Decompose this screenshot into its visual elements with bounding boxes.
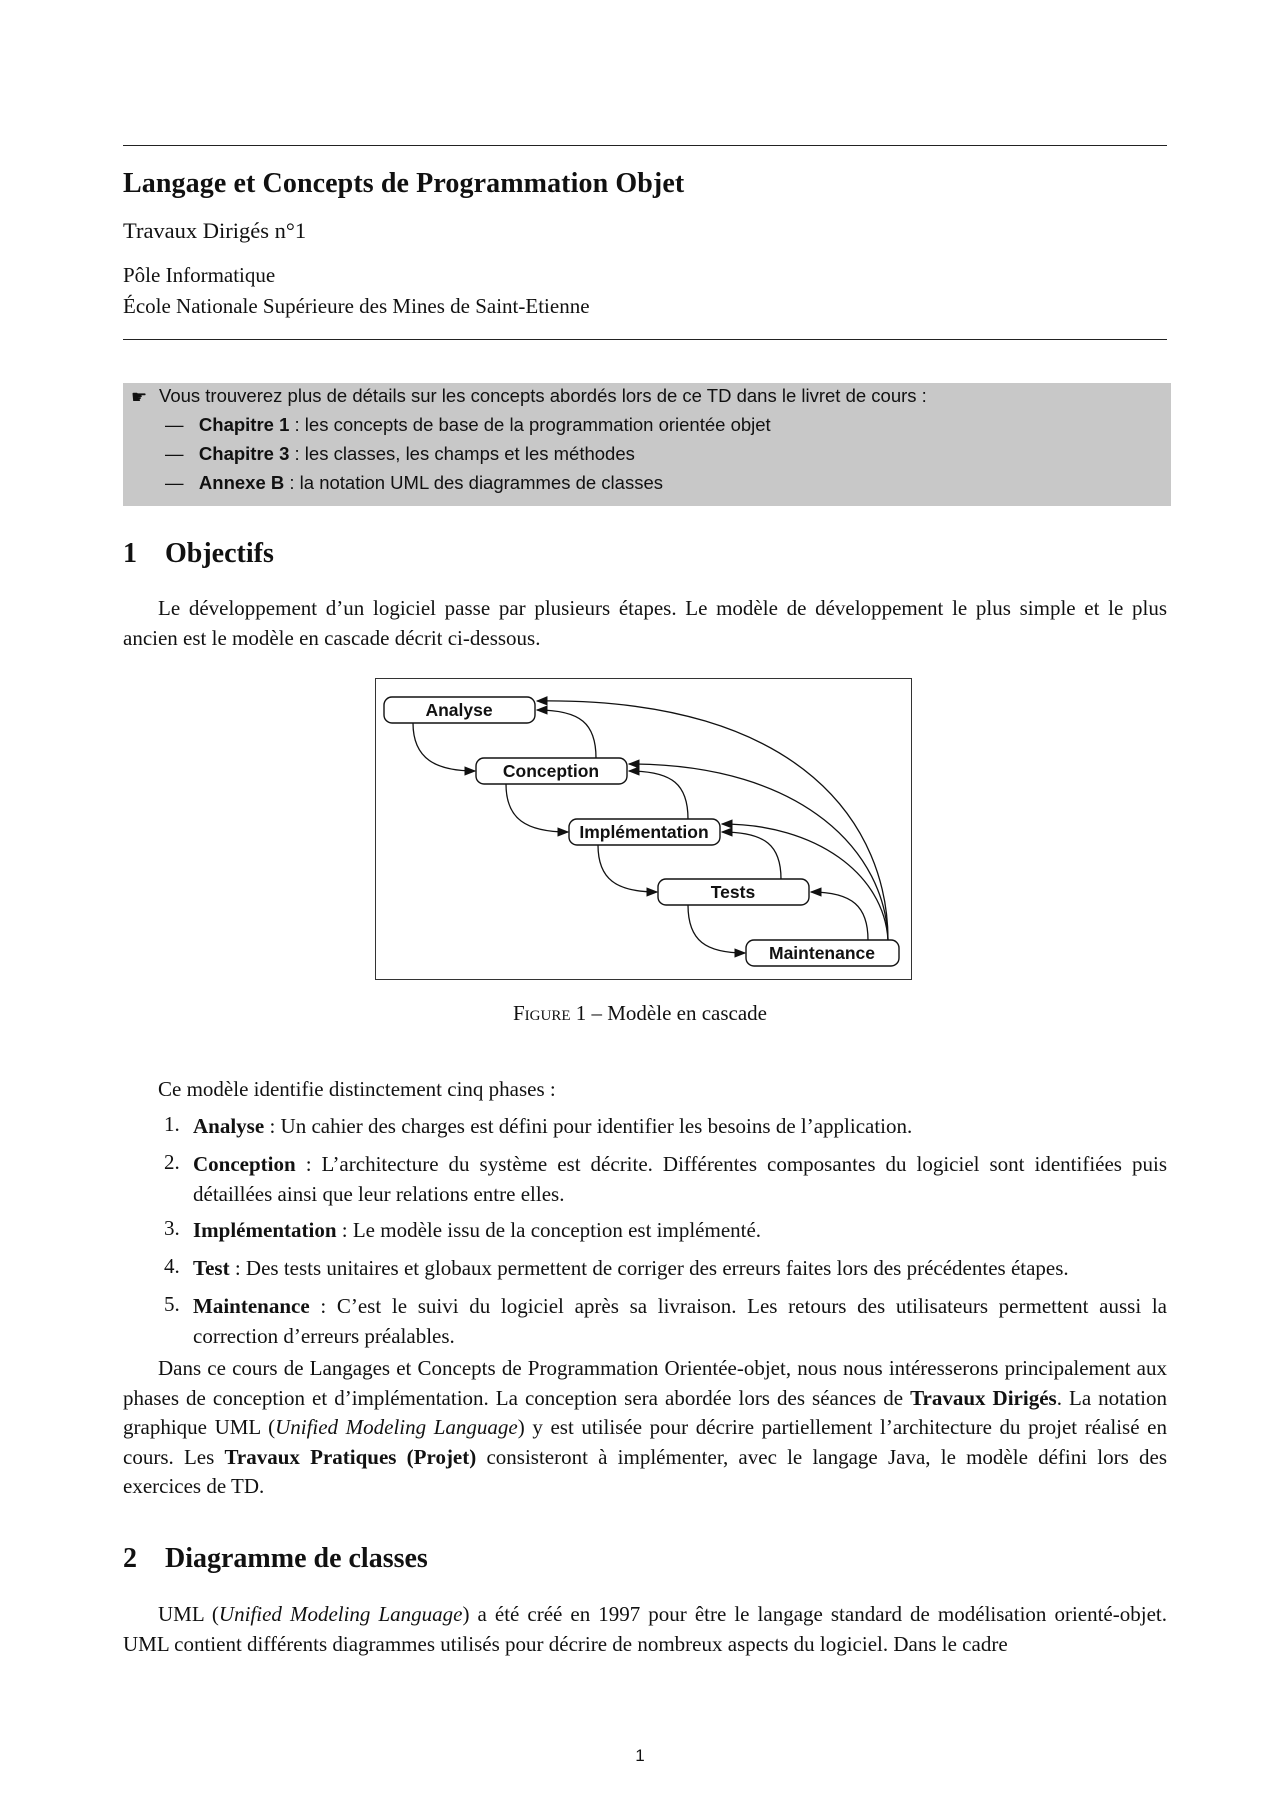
waterfall-figure <box>375 678 912 980</box>
phase-label: Conception <box>502 761 600 781</box>
list-number: 1. <box>164 1112 180 1136</box>
section-number: 2 <box>123 1543 137 1574</box>
emphasis-italic: Unified Modeling Language <box>218 1602 463 1626</box>
list-intro <box>123 1075 1167 1105</box>
note-item-ref: Annexe B <box>198 472 285 493</box>
forward-arrow <box>598 845 657 892</box>
note-item-text: : la notation UML des diagrammes de classes <box>284 472 663 493</box>
caption-text: Modèle en cascade <box>607 1001 767 1025</box>
phase-box-analyse <box>384 697 535 723</box>
feedback-arrow <box>722 832 781 879</box>
header-bottom-rule <box>123 339 1167 340</box>
waterfall-diagram <box>376 679 913 981</box>
list-intro-text: Ce modèle identifie distinctement cinq phases : <box>158 1077 556 1101</box>
paragraph-text: Le développement d’un logiciel passe par plusieurs étapes. Le modèle de développement le plus simple et le plus ancien est le modèle en cascade décrit ci-dessous. <box>123 596 1167 650</box>
phase-term: Test <box>193 1256 230 1280</box>
paragraph-text: consisteront à implémenter, avec le langage Java, le modèle défini lors des exercices de TD. <box>123 1444 1168 1498</box>
feedback-arrow <box>629 771 688 819</box>
phase-text: : L’architecture du système est décrite. Différentes composantes du logiciel sont identifiées puis détaillées ainsi que leur relations entre elles. <box>193 1152 1167 1206</box>
figure-label: Figure 1 <box>512 1001 587 1025</box>
affiliation-line: École Nationale Supérieure des Mines de Saint-Etienne <box>123 294 590 318</box>
caption-separator: – <box>586 1001 608 1025</box>
list-number: 3. <box>164 1216 180 1240</box>
paragraph-text: ) y est utilisée pour décrire partiellement l’architecture du projet réalisé en cours. Les <box>123 1415 1167 1469</box>
course-reference-note <box>123 383 1171 506</box>
section-number: 1 <box>123 538 137 569</box>
phase-box-conception <box>476 758 627 784</box>
phase-label: Implémentation <box>579 822 709 842</box>
list-number: 2. <box>164 1150 180 1174</box>
forward-arrow <box>688 905 745 953</box>
phase-text: : Des tests unitaires et globaux permettent de corriger des erreurs faites lors des précédentes étapes. <box>229 1256 1069 1280</box>
top-rule <box>123 145 1167 146</box>
list-number: 5. <box>164 1292 180 1316</box>
phase-box-tests <box>658 879 809 905</box>
note-item-ref: Chapitre 1 <box>198 414 290 435</box>
page-number: 1 <box>635 1746 645 1765</box>
phase-box-implementation <box>569 819 720 845</box>
phase-term: Analyse <box>193 1114 265 1138</box>
note-dash: — <box>165 443 184 464</box>
emphasis-bold: Travaux Dirigés <box>910 1385 1057 1410</box>
note-item <box>165 443 635 465</box>
feedback-arrow <box>629 764 888 940</box>
document-title: Langage et Concepts de Programmation Objet <box>123 168 685 199</box>
paragraph <box>123 1354 1167 1502</box>
section-title: Diagramme de classes <box>165 1543 428 1574</box>
section-heading-diagramme-de-classes <box>123 1543 428 1575</box>
phase-text: : Un cahier des charges est défini pour identifier les besoins de l’application. <box>264 1114 913 1138</box>
note-dash: — <box>165 414 184 435</box>
phase-text: : Le modèle issu de la conception est implémenté. <box>336 1218 762 1242</box>
note-item <box>165 414 771 436</box>
paragraph-text: UML ( <box>158 1602 219 1626</box>
forward-arrow <box>413 723 475 771</box>
note-intro: Vous trouverez plus de détails sur les concepts abordés lors de ce TD dans le livret de cours : <box>159 385 927 406</box>
section-title: Objectifs <box>165 538 274 569</box>
document-subtitle: Travaux Dirigés n°1 <box>123 218 307 243</box>
figure-caption <box>0 1001 1280 1026</box>
phase-term: Maintenance <box>193 1294 310 1318</box>
emphasis-bold: Travaux Pratiques (Projet) <box>224 1444 477 1469</box>
phase-label: Maintenance <box>769 943 875 963</box>
phase-label: Analyse <box>425 700 493 720</box>
list-number: 4. <box>164 1254 180 1278</box>
paragraph <box>123 1600 1167 1659</box>
affiliation-line: Pôle Informatique <box>123 263 276 287</box>
paragraph-text: . La notation graphique UML ( <box>123 1385 1167 1439</box>
section-heading-objectifs <box>123 538 274 570</box>
phase-box-maintenance <box>746 940 899 966</box>
phase-term: Conception <box>193 1152 296 1176</box>
note-dash: — <box>165 472 184 493</box>
note-item <box>165 472 663 494</box>
phase-term: Implémentation <box>193 1218 337 1242</box>
note-item-text: : les concepts de base de la programmation orientée objet <box>289 414 771 435</box>
phase-text: : C’est le suivi du logiciel après sa livraison. Les retours des utilisateurs permettent aussi la correction d’erreurs préalables. <box>193 1294 1167 1348</box>
note-item-text: : les classes, les champs et les méthodes <box>289 443 635 464</box>
paragraph <box>123 594 1167 653</box>
note-item-ref: Chapitre 3 <box>198 443 290 464</box>
feedback-arrow <box>537 710 596 758</box>
paragraph-text: Dans ce cours de Langages et Concepts de Programmation Orientée-objet, nous nous intéresserons principalement aux phases de conception et d’implémentation. La conception sera abordée lors des séances de <box>123 1356 1167 1410</box>
feedback-arrow <box>811 892 868 940</box>
paragraph-text: ) a été créé en 1997 pour être le langage standard de modélisation orienté-objet. UML contient différents diagrammes utilisés pour décrire de nombreux aspects du logiciel. Dans le cadre <box>123 1602 1167 1656</box>
affiliation <box>123 260 590 322</box>
phase-label: Tests <box>710 882 756 902</box>
emphasis-italic: Unified Modeling Language <box>275 1415 518 1439</box>
forward-arrow <box>506 784 568 832</box>
pointing-hand-icon: ☛ <box>131 387 148 407</box>
